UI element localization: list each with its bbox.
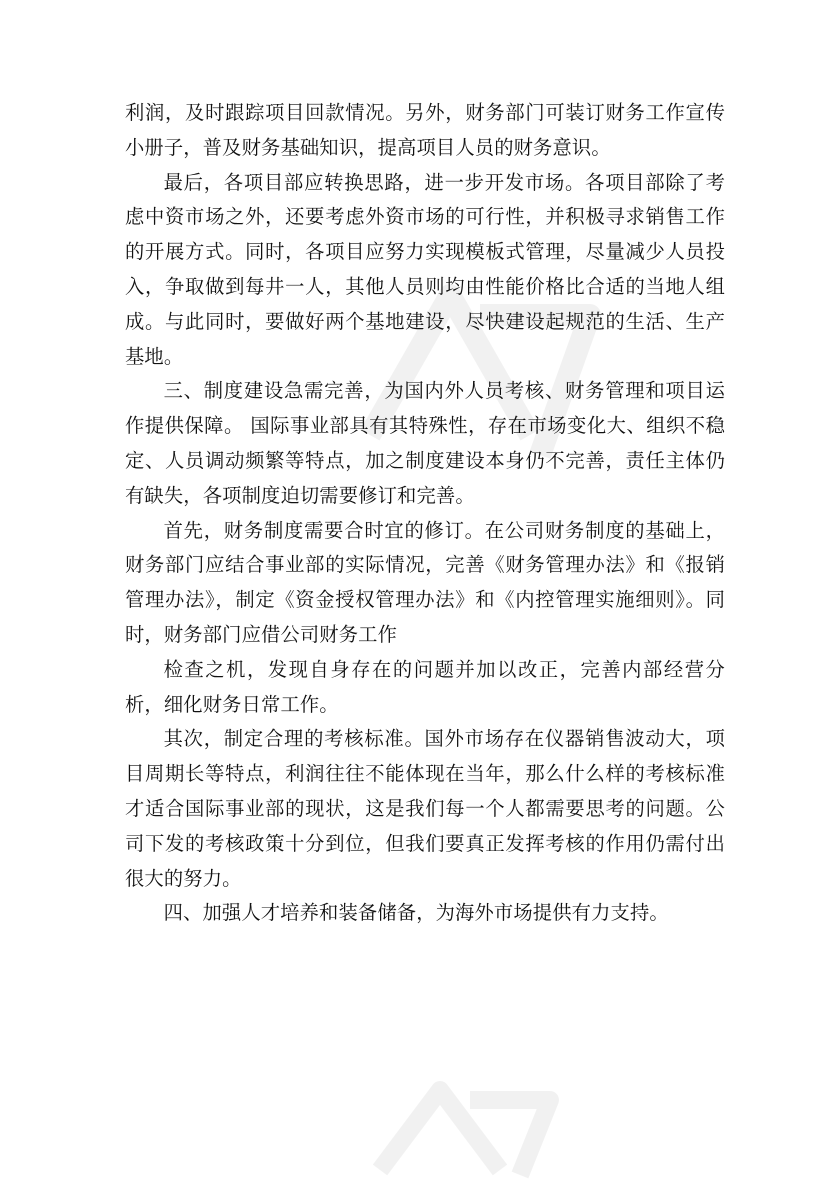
document-body (125, 96, 725, 931)
paragraph: 利润，及时跟踪项目回款情况。另外，财务部门可装订财务工作宣传小册子，普及财务基础知识，提高项目人员的财务意识。 (125, 101, 725, 159)
watermark-icon (350, 1070, 570, 1180)
paragraph: 首先，财务制度需要合时宜的修订。在公司财务制度的基础上，财务部门应结合事业部的实际情况，完善《财务管理办法》和《报销管理办法》，制定《资金授权管理办法》和《内控管理实施细则》。同时，财务部门应借公司财务工作 (125, 518, 725, 646)
section-heading-paragraph: 三、制度建设急需完善，为国内外人员考核、财务管理和项目运作提供保障。 国际事业部具有其特殊性，存在市场变化大、组织不稳定、人员调动频繁等特点，加之制度建设本身仍不完善，责任主体仍有缺失，各项制度迫切需要修订和完善。 (125, 379, 725, 507)
paragraph: 其次，制定合理的考核标准。国外市场存在仪器销售波动大，项目周期长等特点，利润往往不能体现在当年，那么什么样的考核标准才适合国际事业部的现状，这是我们每一个人都需要思考的问题。公司下发的考核政策十分到位，但我们要真正发挥考核的作用仍需付出很大的努力。 (125, 727, 725, 890)
section-heading-paragraph: 四、加强人才培养和装备储备，为海外市场提供有力支持。 (163, 901, 669, 925)
paragraph: 检查之机，发现自身存在的问题并加以改正，完善内部经营分析，细化财务日常工作。 (125, 657, 725, 716)
paragraph: 最后，各项目部应转换思路，进一步开发市场。各项目部除了考虑中资市场之外，还要考虑外资市场的可行性，并积极寻求销售工作的开展方式。同时，各项目应努力实现模板式管理，尽量减少人员投入，争取做到每井一人，其他人员则均由性能价格比合适的当地人组成。与此同时，要做好两个基地建设，尽快建设起规范的生活、生产基地。 (125, 170, 725, 368)
